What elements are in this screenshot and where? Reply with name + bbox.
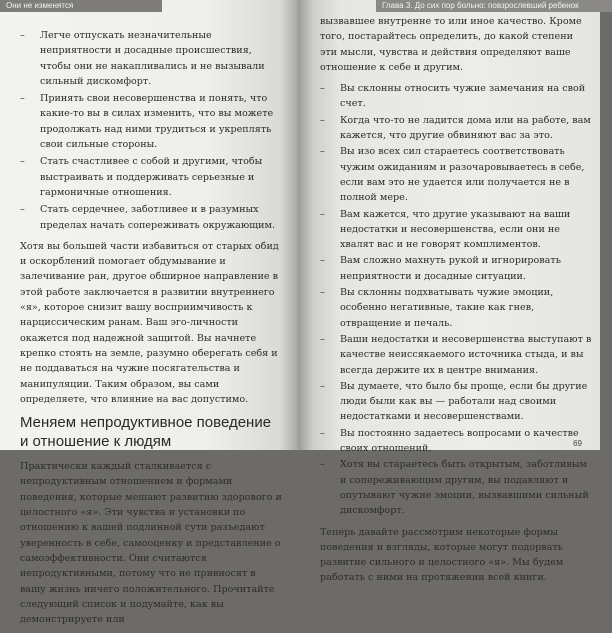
bullet-text: Стать сердечнее, заботливее и в разумных пределах начать сопереживать окружающим.: [40, 204, 276, 231]
dash-marker: –: [320, 83, 325, 95]
closing-paragraph: Теперь давайте рассмотрим некоторые формы поведения и взгляды, которые могут подорвать развитие сильного и целостного «я». Мы будем работать с ними на протяжении всей книги.: [320, 526, 564, 584]
list-item: [20, 28, 282, 89]
dash-marker: –: [20, 156, 25, 168]
dash-marker: –: [320, 255, 325, 267]
left-page: [0, 0, 298, 626]
bullet-text: Вам кажется, что другие указывают на ваши недостатки и несовершенства, если они не хвалят вас и не говорят комплиментов.: [340, 208, 571, 251]
dash-marker: –: [320, 380, 325, 392]
list-item: [320, 253, 592, 284]
list-item: [320, 379, 592, 425]
dash-marker: –: [320, 208, 325, 220]
page-number: 69: [573, 439, 582, 448]
right-running-head: Глава 3. До сих пор больно: повзрослевший ребенок: [376, 0, 612, 12]
list-item: [320, 426, 592, 457]
bullet-text: Когда что-то не ладится дома или на работе, вам кажется, что другие обвиняют вас за это.: [340, 114, 591, 142]
bullet-text: Легче отпускать незначительные неприятности и досадные происшествия, чтобы они не накапливались и не вызывали сильный дискомфорт.: [40, 30, 265, 87]
bullet-text: Хотя вы стараетесь быть открытым, заботливым и сопереживающим другим, вы подавляют и опутывают чужие эмоции, вызвавшими сильный дискомфорт.: [340, 459, 589, 517]
right-page: [298, 0, 600, 584]
list-item: [320, 207, 592, 253]
right-page-body: [320, 6, 592, 592]
list-item: [320, 113, 592, 144]
dash-marker: –: [320, 459, 325, 471]
bullet-text: Вы думаете, что было бы проще, если бы другие люди были как вы — работали над своими недостатками и несовершенствами.: [340, 380, 588, 423]
bullet-text: Вы склонны относить чужие замечания на свой счет.: [340, 83, 586, 110]
section-heading: Меняем непродуктивное поведение и отношение к людям: [20, 414, 272, 451]
list-item: [320, 457, 592, 518]
bullet-text: Вы изо всех сил стараетесь соответствовать чужим ожиданиям и разочаровываетесь в себе, если вам это не удается или получается не в полной мере.: [340, 146, 585, 204]
dash-marker: –: [20, 204, 25, 216]
dash-marker: –: [320, 427, 325, 439]
intro-paragraph: вызвавшее внутренне то или иное качество. Кроме того, постарайтесь определить, до какой степени эти мысли, чувства и действия определяют ваше отношение к себе и другим.: [320, 16, 582, 73]
list-item: [320, 144, 592, 205]
left-page-body: [20, 28, 282, 633]
dash-marker: –: [20, 93, 25, 105]
list-item: [320, 81, 592, 112]
bullet-text: Принять свои несовершенства и понять, что какие-то вы в силах изменить, что вы можете продолжать над ними трудиться и укреплять свои сильные стороны.: [40, 93, 274, 151]
list-item: [20, 91, 282, 152]
list-item: [20, 154, 282, 200]
bullet-text: Стать счастливее с собой и другими, чтобы выстраивать и поддерживать серьезные и гармоничные отношения.: [40, 156, 263, 198]
dash-marker: –: [320, 114, 325, 126]
list-item: [20, 202, 282, 233]
list-item: [320, 332, 592, 378]
section-paragraph: Практически каждый сталкивается с непродуктивным отношением и формами поведения, которые мешают развитию здорового и целостного «я». Эти чувства и установки по отношению к вашей подлинной сути разъедают уверенность в себе, самооценку и представление о самоэффективности. Они считаются непродуктивными, потому что не привносят в вашу жизнь ничего положительного. Прочитайте следующий список и подумайте, как вы демонстрируете или: [20, 461, 282, 626]
bullet-text: Вам сложно махнуть рукой и игнорировать неприятности и досадные ситуации.: [340, 255, 561, 282]
list-item: [320, 285, 592, 331]
bullet-text: Вы склонны подхватывать чужие эмоции, особенно негативные, такие как гнев, отвращение и печаль.: [340, 287, 554, 329]
bullet-text: Вы постоянно задаетесь вопросами о качестве своих отношений.: [340, 427, 579, 455]
dash-marker: –: [20, 30, 25, 41]
bullet-text: Ваши недостатки и несовершенства выступают в качестве неиссякаемого источника стыда, и вы всегда держите их в центре внимания.: [340, 333, 592, 376]
dash-marker: –: [320, 333, 325, 345]
body-paragraph: Хотя вы большей части избавиться от старых обид и оскорблений помогает обдумывание и залечивание ран, другое обширное направление в этой работе заключается в развитии внутреннего «я», которое снизит вашу восприимчивость к нарциссическим ранам. Ваш эго-личности окажется под надежной защитой. Вы начнете крепко стоять на земле, разумно оберегать себя и не поддаваться на чужие посягательства и манипуляции. Таким образом, вы сами определяете, что влияние на вас допустимо.: [20, 240, 279, 405]
dash-marker: –: [320, 146, 325, 158]
dash-marker: –: [320, 287, 325, 299]
left-running-head: Они не изменятся: [0, 0, 162, 12]
